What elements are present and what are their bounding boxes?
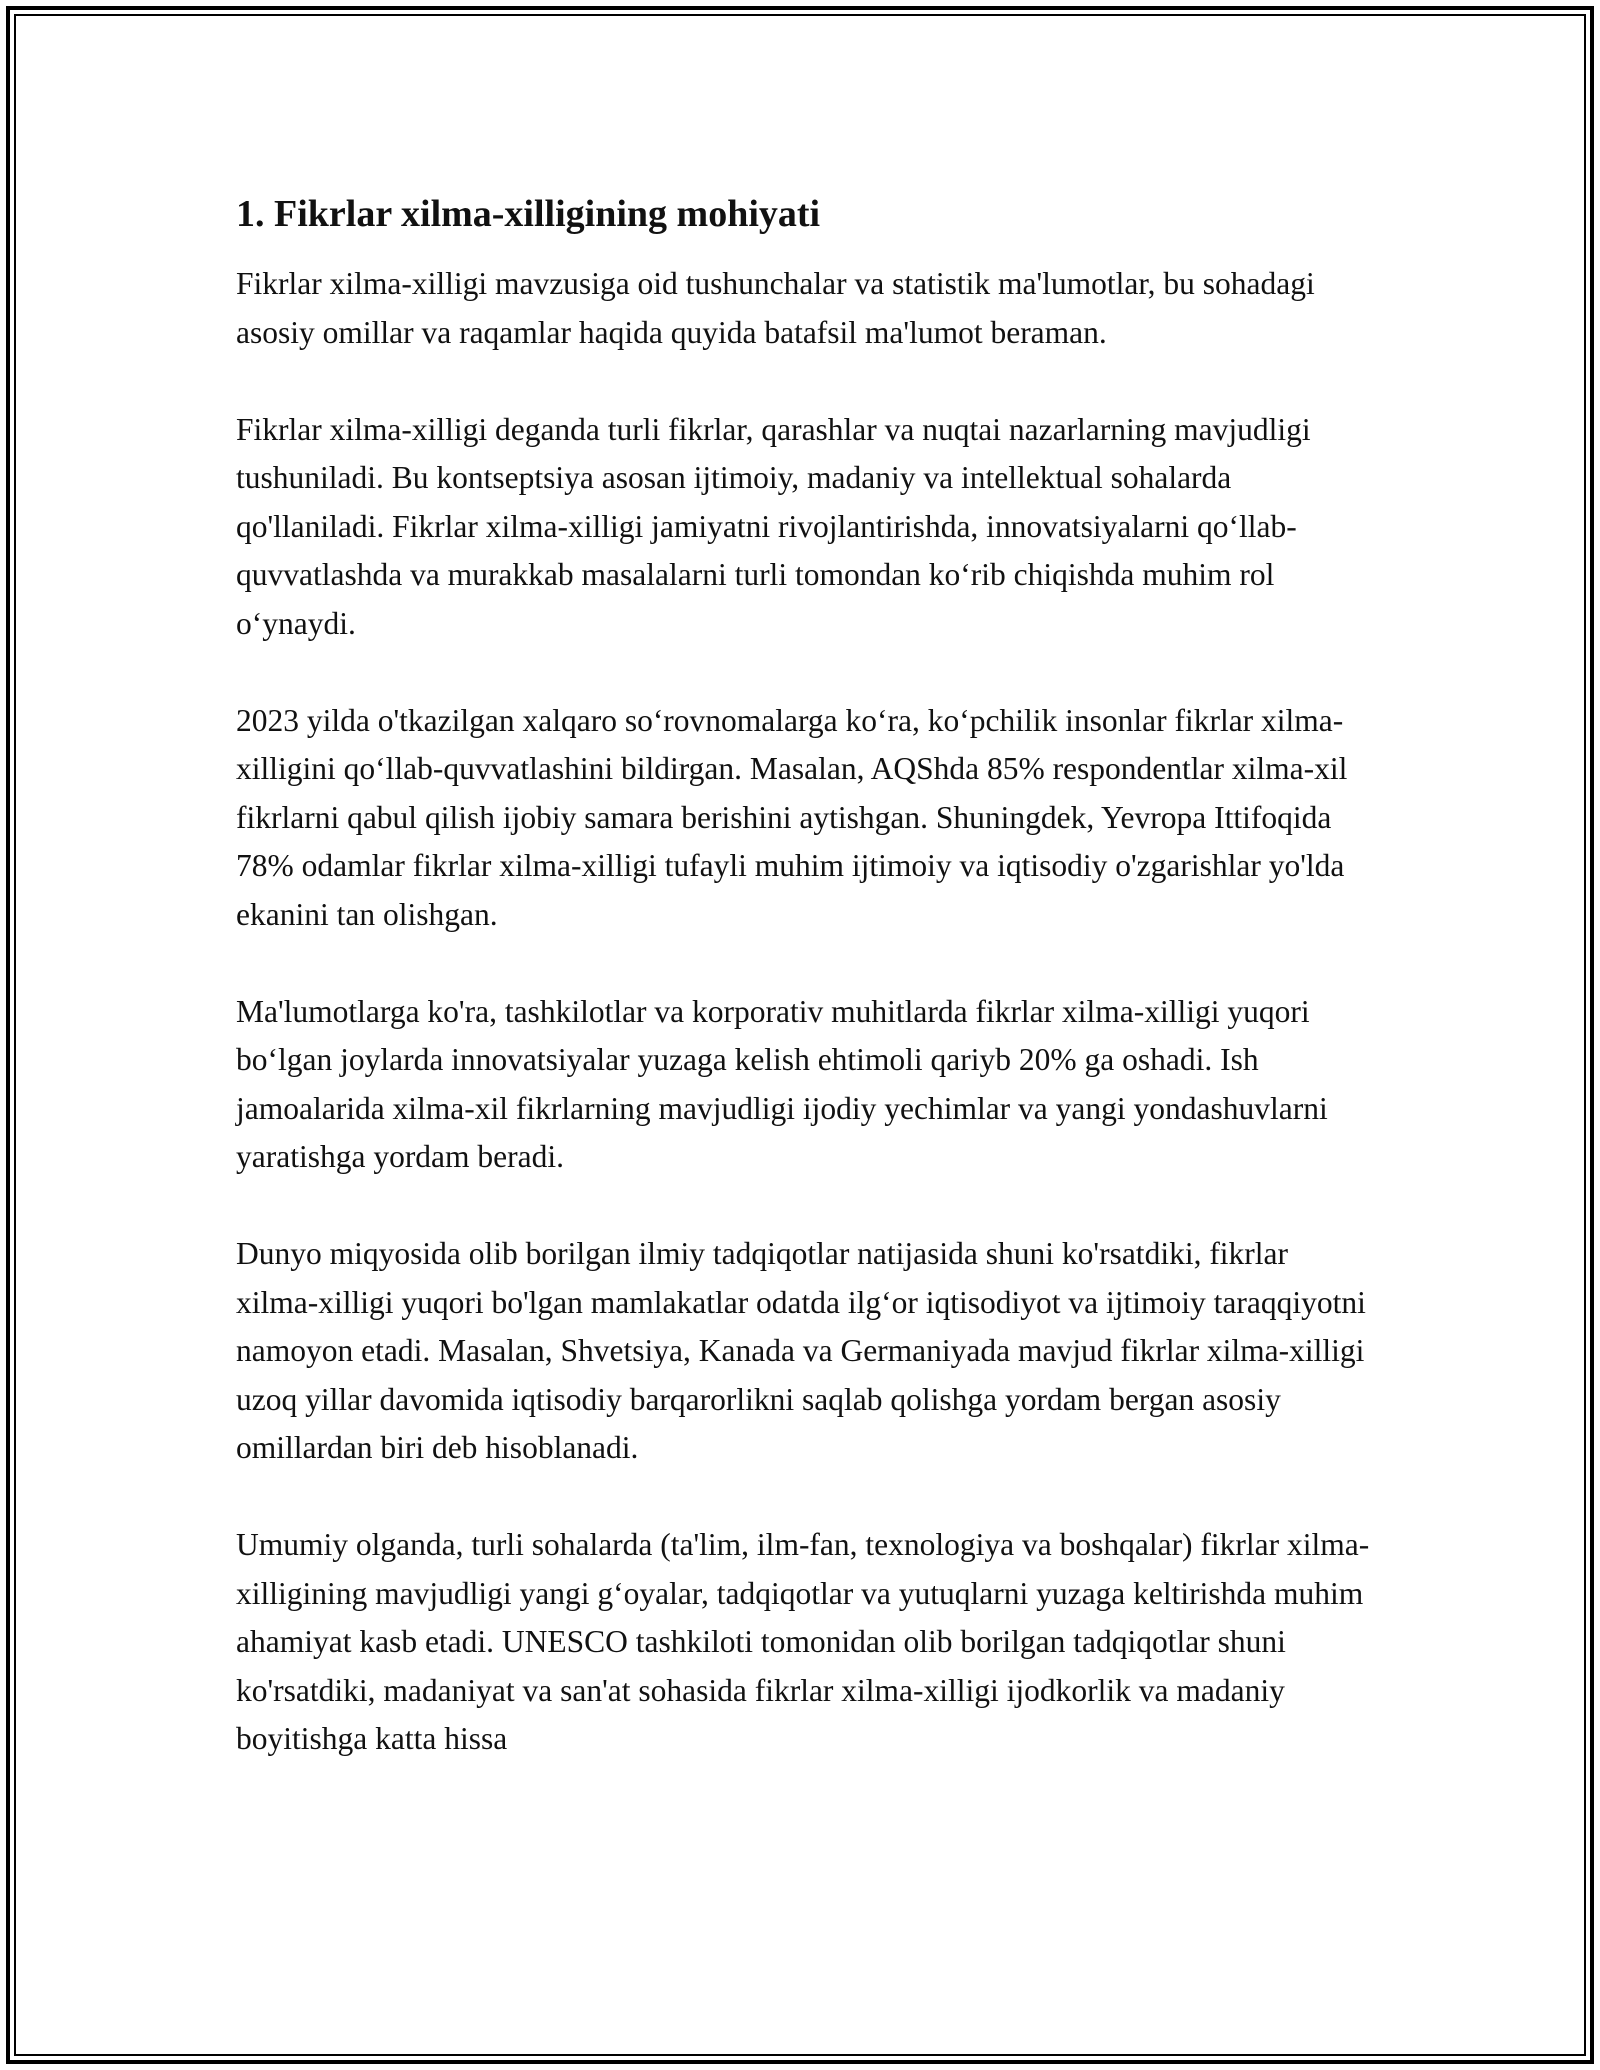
section-heading: 1. Fikrlar xilma-xilligining mohiyati [236, 193, 821, 235]
paragraph-organizations: Ma'lumotlarga ko'ra, tashkilotlar va korporativ muhitlarda fikrlar xilma-xilligi yuqori bo‘lgan joylarda innovatsiyalar yuzaga kelish ehtimoli qariyb 20% ga oshadi. Ish jamoalarida xilma-xil fikrlarning mavjudligi ijodiy yechimlar va yangi yondashuvlarni yaratishga yordam beradi. [236, 993, 1328, 1174]
paragraph-definition: Fikrlar xilma-xilligi deganda turli fikrlar, qarashlar va nuqtai nazarlarning mavjudligi tushuniladi. Bu kontseptsiya asosan ijtimoiy, madaniy va intellektual sohalarda qo'llaniladi. Fikrlar xilma-xilligi jamiyatni rivojlantirishda, innovatsiyalarni qo‘llab-quvvatlashda va murakkab masalalarni turli tomondan ko‘rib chiqishda muhim rol o‘ynaydi. [236, 411, 1311, 641]
paragraph-conclusion: Umumiy olganda, turli sohalarda (ta'lim, ilm-fan, texnologiya va boshqalar) fikrlar xilma-xilligining mavjudligi yangi g‘oyalar, tadqiqotlar va yutuqlarni yuzaga keltirishda muhim ahamiyat kasb etadi. UNESCO tashkiloti tomonidan olib borilgan tadqiqotlar shuni ko'rsatdiki, madaniyat va san'at sohasida fikrlar xilma-xilligi ijodkorlik va madaniy boyitishga katta hissa [236, 1527, 1370, 1756]
document-body [236, 186, 1376, 1764]
paragraph-intro: Fikrlar xilma-xilligi mavzusiga oid tushunchalar va statistik ma'lumotlar, bu sohadagi asosiy omillar va raqamlar haqida quyida batafsil ma'lumot beraman. [236, 266, 1315, 350]
paragraph-global-research: Dunyo miqyosida olib borilgan ilmiy tadqiqotlar natijasida shuni ko'rsatdiki, fikrlar xilma-xilligi yuqori bo'lgan mamlakatlar odatda ilg‘or iqtisodiyot va ijtimoiy taraqqiyotni namoyon etadi. Masalan, Shvetsiya, Kanada va Germaniyada mavjud fikrlar xilma-xilligi uzoq yillar davomida iqtisodiy barqarorlikni saqlab qolishga yordam bergan asosiy omillardan biri deb hisoblanadi. [236, 1236, 1366, 1465]
paragraph-survey-statistics: 2023 yilda o'tkazilgan xalqaro so‘rovnomalarga ko‘ra, ko‘pchilik insonlar fikrlar xilma-xilligini qo‘llab-quvvatlashini bildirgan. Masalan, AQShda 85% respondentlar xilma-xil fikrlarni qabul qilish ijobiy samara berishini aytishgan. Shuningdek, Yevropa Ittifoqida 78% odamlar fikrlar xilma-xilligi tufayli muhim ijtimoiy va iqtisodiy o'zgarishlar yo'lda ekanini tan olishgan. [236, 702, 1348, 932]
